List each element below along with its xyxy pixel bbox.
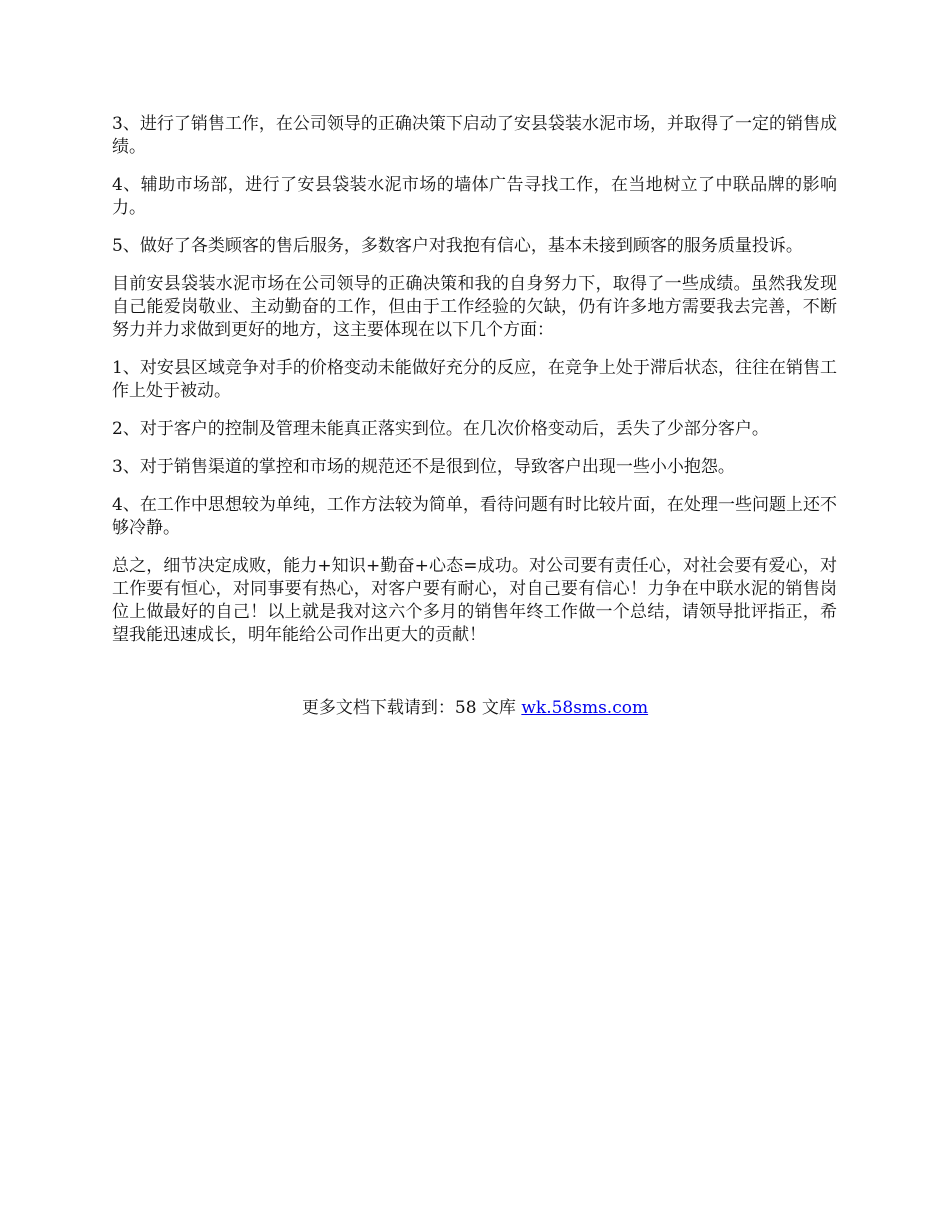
paragraph-issue-3-channels: 3、对于销售渠道的掌控和市场的规范还不是很到位，导致客户出现一些小小抱怨。: [112, 457, 735, 477]
paragraph-item-4-marketing-support: 4、辅助市场部，进行了安县袋装水泥市场的墙体广告寻找工作，在当地树立了中联品牌的影响力。: [112, 175, 837, 218]
paragraph-conclusion: 总之，细节决定成败，能力+知识+勤奋+心态=成功。对公司要有责任心，对社会要有爱心，对工作要有恒心，对同事要有热心，对客户要有耐心，对自己要有信心！力争在中联水泥的销售岗位上做最好的自己！以上就是我对这六个多月的销售年终工作做一个总结，请领导批评指正，希望我能迅速成长，明年能给公司作出更大的贡献！: [112, 556, 837, 645]
document-body: [112, 113, 837, 662]
paragraph-issue-1-pricing: 1、对安县区域竞争对手的价格变动未能做好充分的反应，在竞争上处于滞后状态，往往在销售工作上处于被动。: [112, 358, 837, 401]
footer-site-link[interactable]: wk.58sms.com: [521, 698, 649, 718]
paragraph-item-3-sales-work: 3、进行了销售工作，在公司领导的正确决策下启动了安县袋装水泥市场，并取得了一定的销售成绩。: [112, 114, 837, 157]
footer-prefix-text: 更多文档下载请到：58 文库: [301, 698, 522, 718]
paragraph-issue-4-thinking: 4、在工作中思想较为单纯，工作方法较为简单，看待问题有时比较片面，在处理一些问题上还不够冷静。: [112, 495, 837, 538]
paragraph-item-5-after-sales: 5、做好了各类顾客的售后服务，多数客户对我抱有信心，基本未接到顾客的服务质量投诉。: [112, 236, 803, 256]
paragraph-issue-2-customers: 2、对于客户的控制及管理未能真正落实到位。在几次价格变动后，丢失了少部分客户。: [112, 419, 769, 439]
footer-download-note: [0, 697, 950, 719]
paragraph-current-status: 目前安县袋装水泥市场在公司领导的正确决策和我的自身努力下，取得了一些成绩。虽然我发现自己能爱岗敬业、主动勤奋的工作，但由于工作经验的欠缺，仍有许多地方需要我去完善，不断努力并力求做到更好的地方，这主要体现在以下几个方面：: [112, 274, 837, 340]
